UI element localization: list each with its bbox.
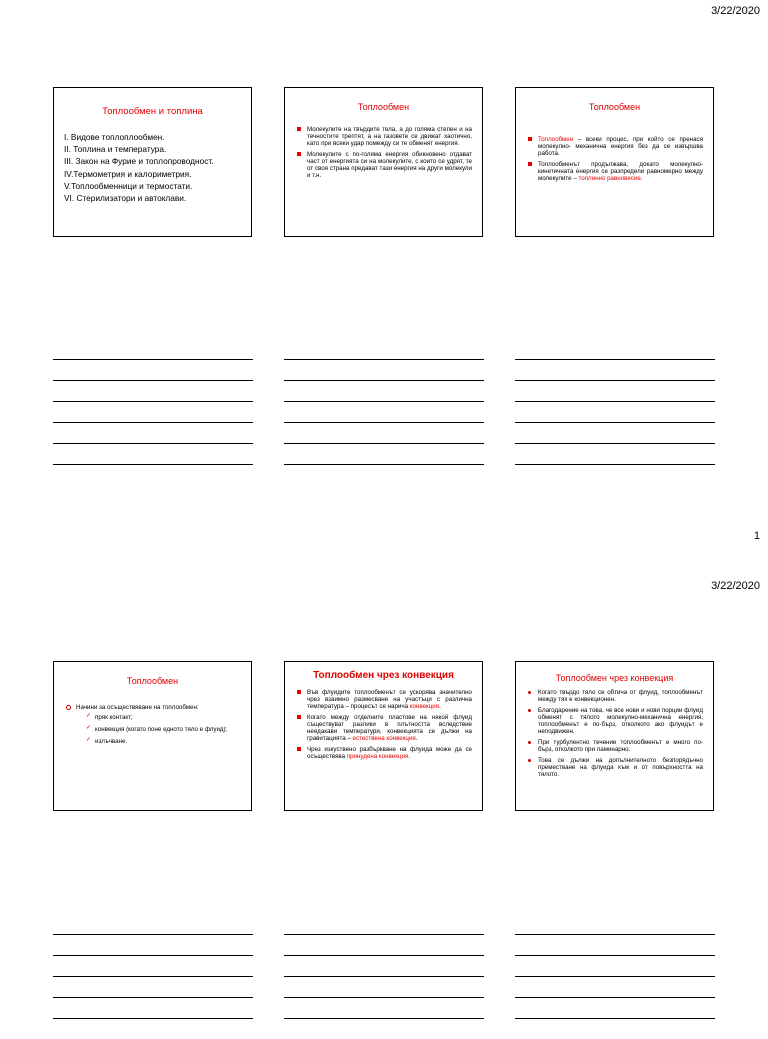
bullet-marker-icon xyxy=(297,127,301,131)
slide-outline xyxy=(54,131,251,204)
sub-item xyxy=(86,726,241,733)
page-date: 3/22/2020 xyxy=(711,580,760,592)
slide-title: Топлообмен xyxy=(126,676,179,686)
notes-lines xyxy=(515,934,715,1039)
bullet-text: . xyxy=(408,753,411,760)
bullet-marker-icon xyxy=(528,137,532,141)
notes-lines xyxy=(515,359,715,485)
dot-bullet-icon xyxy=(528,691,531,694)
bullet-item xyxy=(528,161,703,182)
bullet-text: Когато твърдо тяло се обтича от флуид, топлообменът между тях е конвекционен. xyxy=(538,689,703,703)
slide-title: Топлообмен чрез конвекция xyxy=(313,670,454,681)
bullet-text: Чрез изкуствено разбъркване на флуида може да се осъществява xyxy=(307,746,472,760)
bullet-item xyxy=(297,126,472,147)
outline-item: VI. Стерилизатори и автоклави. xyxy=(64,193,187,204)
outline-item: II. Топлина и температура. xyxy=(64,144,167,155)
bullet-text: При турбулентно течение топлообменът е много по-бърз, отколкото при ламинарно. xyxy=(538,739,703,753)
bullet-text: Във флуидите топлообменът се ускорява значително чрез взаимно размесване на участъци с различна температура – процесът се нарича xyxy=(307,689,472,710)
sub-item xyxy=(86,714,241,721)
notes-lines xyxy=(284,934,484,1039)
bullet-marker-icon xyxy=(297,690,301,694)
bullet-list xyxy=(285,126,482,179)
bullet-marker-icon xyxy=(297,715,301,719)
slide-title: Топлообмен xyxy=(588,102,641,112)
notes-lines xyxy=(284,359,484,485)
slide-title: Топлообмен xyxy=(357,102,410,112)
sub-text: пряк контакт; xyxy=(95,714,133,721)
slide-1 xyxy=(53,87,252,237)
check-icon: ✓ xyxy=(86,725,92,731)
bullet-text: – всеки процес, при който се пренася молекулно- механична енергия без да се извършва работа. xyxy=(538,136,703,157)
bullet-list xyxy=(516,689,713,778)
bullet-text: Когато между отделните пластове на някой флуид съществуват разлики в плътността вследствие неедакави температури, конвекцията се дължи на гравитацията – xyxy=(307,714,472,742)
term-highlight: принудена конвекция xyxy=(346,753,409,760)
bullet-item xyxy=(528,757,703,778)
bullet-text: Молекулите с по-голяма енергия обикновено отдават част от енергията си на молекулите, с които се удрят, те от своя страна предават тази енергия на други молекули и т.н. xyxy=(307,151,472,179)
bullet-text: . xyxy=(640,175,643,182)
outline-item: V.Топлообменници и термостати. xyxy=(64,180,193,191)
bullet-item xyxy=(528,739,703,753)
slide-3 xyxy=(515,87,714,237)
slide-5 xyxy=(284,661,483,811)
bullet-text: Това се дължи на допълнителното безпорядъчно преместване на флуида към и от повърхността на тялото. xyxy=(538,757,703,778)
dot-bullet-icon xyxy=(528,741,531,744)
bullet-list xyxy=(285,689,482,760)
dot-bullet-icon xyxy=(528,759,531,762)
bullet-marker-icon xyxy=(528,162,532,166)
bullet-item xyxy=(297,689,472,710)
check-icon: ✓ xyxy=(86,737,92,743)
bullet-item xyxy=(297,746,472,760)
bullet-marker-icon xyxy=(297,152,301,156)
sub-text: излъчване. xyxy=(95,738,128,745)
sub-list xyxy=(76,714,241,745)
bullet-item xyxy=(297,151,472,179)
outline-item: I. Видове топлоплообмен. xyxy=(64,132,165,142)
slide-2 xyxy=(284,87,483,237)
bullet-item xyxy=(297,714,472,742)
bullet-item xyxy=(528,136,703,157)
term-highlight: топлинно равновесие xyxy=(578,175,641,182)
notes-lines xyxy=(53,359,253,485)
outline-item: IV.Термометрия и калориметрия. xyxy=(64,168,192,179)
sub-text: конвекция (когато поне едното тяло е флуид); xyxy=(95,726,228,733)
term-highlight: конвекция xyxy=(409,703,440,710)
check-icon: ✓ xyxy=(86,713,92,719)
bullet-text: Благодарение на това, че все нови и нови порции флуид обменят с тялото молекулно-механична енергия, топлообменът е по-бърз, отколкото ако флуидът е неподвижен. xyxy=(538,707,703,735)
slide-title: Топлообмен и топлина xyxy=(102,106,203,117)
page-number: 1 xyxy=(753,530,760,542)
outline-item: III. Закон на Фурие и топлопроводност. xyxy=(64,156,214,167)
bullet-item xyxy=(528,707,703,735)
notes-lines xyxy=(53,934,253,1039)
slide-6 xyxy=(515,661,714,811)
bullet-text: Начини за осъществяване на топлообмен: xyxy=(76,704,199,711)
bullet-marker-icon xyxy=(297,747,301,751)
sub-item xyxy=(86,738,241,745)
bullet-text: Молекулите на твърдите тела, а до голяма степен и на течностите трептят, а на газовете се движат хаотично, като при всеки удар помежду си те обменят енергия. xyxy=(307,126,472,147)
bullet-list xyxy=(516,136,713,182)
bullet-text: . xyxy=(439,703,441,710)
term-highlight: естествена конвекция xyxy=(352,735,416,742)
bullet-text: Топлообменът продължава, докато молекулно-кинетичната енергия се разпредели равномерно между молекулите – xyxy=(538,161,703,182)
bullet-list xyxy=(54,704,251,745)
slide-title: Топлообмен чрез конвекция xyxy=(555,673,674,683)
circle-bullet-icon xyxy=(66,705,71,710)
bullet-text: . xyxy=(415,735,418,742)
term-highlight: Топлообмен xyxy=(538,136,574,143)
page-date: 3/22/2020 xyxy=(711,5,760,17)
dot-bullet-icon xyxy=(528,709,531,712)
slide-4 xyxy=(53,661,252,811)
bullet-item xyxy=(66,704,241,745)
bullet-item xyxy=(528,689,703,703)
